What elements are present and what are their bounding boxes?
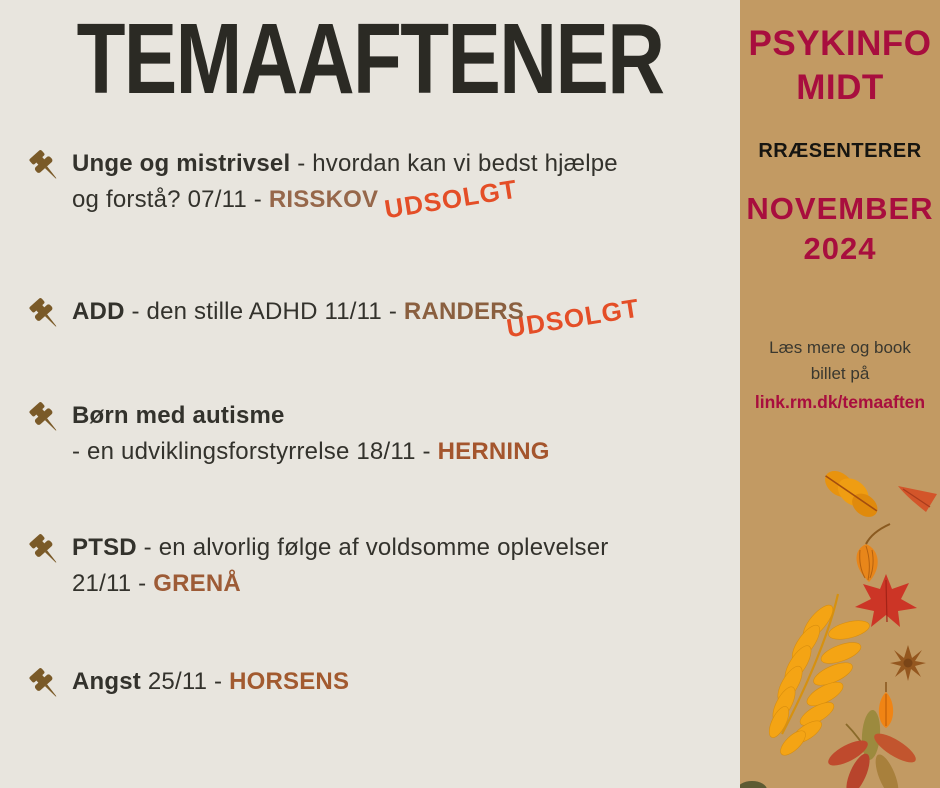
creeper-leaf [825, 709, 920, 788]
event-location: HERNING [437, 438, 550, 465]
page-title: TEMAAFTENER [76, 3, 664, 115]
event-date: 25/11 - [141, 668, 230, 695]
month-line2: 2024 [803, 231, 877, 266]
pushpin-icon [26, 148, 62, 191]
event-date: og forstå? 07/11 - [72, 186, 269, 213]
event-line [72, 664, 349, 700]
event-line [72, 398, 550, 434]
brand-line2: MIDT [796, 68, 884, 107]
pushpin-icon [26, 296, 62, 339]
brand-line1: PSYKINFO [748, 24, 932, 63]
cta-line2: billet på [810, 364, 870, 383]
event-name: Børn med autisme [72, 402, 285, 429]
event-line [72, 146, 618, 182]
oak-leaf [820, 463, 885, 521]
event-name: Angst [72, 668, 141, 695]
month-label [740, 189, 940, 269]
event-name: Unge og mistrivsel [72, 150, 291, 177]
small-leaf [879, 682, 893, 728]
maple-leaf [855, 574, 917, 627]
star-anise [890, 645, 926, 681]
event-item-angst [26, 664, 726, 709]
brand-name [740, 22, 940, 110]
event-date: 21/11 - [72, 570, 154, 597]
event-location: RISSKOV [268, 186, 379, 213]
sidebar [740, 0, 940, 788]
soldout-badge: UDSOLGT [382, 173, 520, 225]
event-line [72, 566, 608, 602]
event-description: - hvordan kan vi bedst hjælpe [290, 150, 618, 177]
event-location: HORSENS [229, 668, 350, 695]
event-line [72, 182, 618, 218]
cta-line1: Læs mere og book [769, 338, 911, 357]
pushpin-icon [26, 400, 62, 443]
soldout-badge: UDSOLGT [504, 292, 642, 344]
event-location: GRENÅ [153, 570, 241, 597]
event-item-unge-og-mistrivsel [26, 146, 726, 218]
event-item-born-med-autisme [26, 398, 726, 470]
event-item-ptsd [26, 530, 726, 602]
event-description: - en udviklingsforstyrrelse 18/11 - [72, 438, 438, 465]
presents-label: RRÆSENTERER [758, 140, 922, 162]
call-to-action [740, 335, 940, 415]
pushpin-icon [26, 532, 62, 575]
event-line [72, 530, 608, 566]
event-description: - den stille ADHD 11/11 - [124, 298, 404, 325]
leaf-shadow [740, 781, 767, 788]
booking-link[interactable]: link.rm.dk/temaaften [754, 392, 926, 412]
event-name: PTSD [72, 534, 137, 561]
event-line [72, 294, 524, 330]
event-name: ADD [72, 298, 125, 325]
event-line [72, 434, 550, 470]
autumn-leaves-decoration [740, 458, 940, 788]
pushpin-icon [26, 666, 62, 709]
event-description: - en alvorlig følge af voldsomme oplevelser [136, 534, 609, 561]
month-line1: NOVEMBER [746, 191, 934, 226]
event-location: RANDERS [403, 298, 524, 325]
physalis [856, 524, 890, 582]
